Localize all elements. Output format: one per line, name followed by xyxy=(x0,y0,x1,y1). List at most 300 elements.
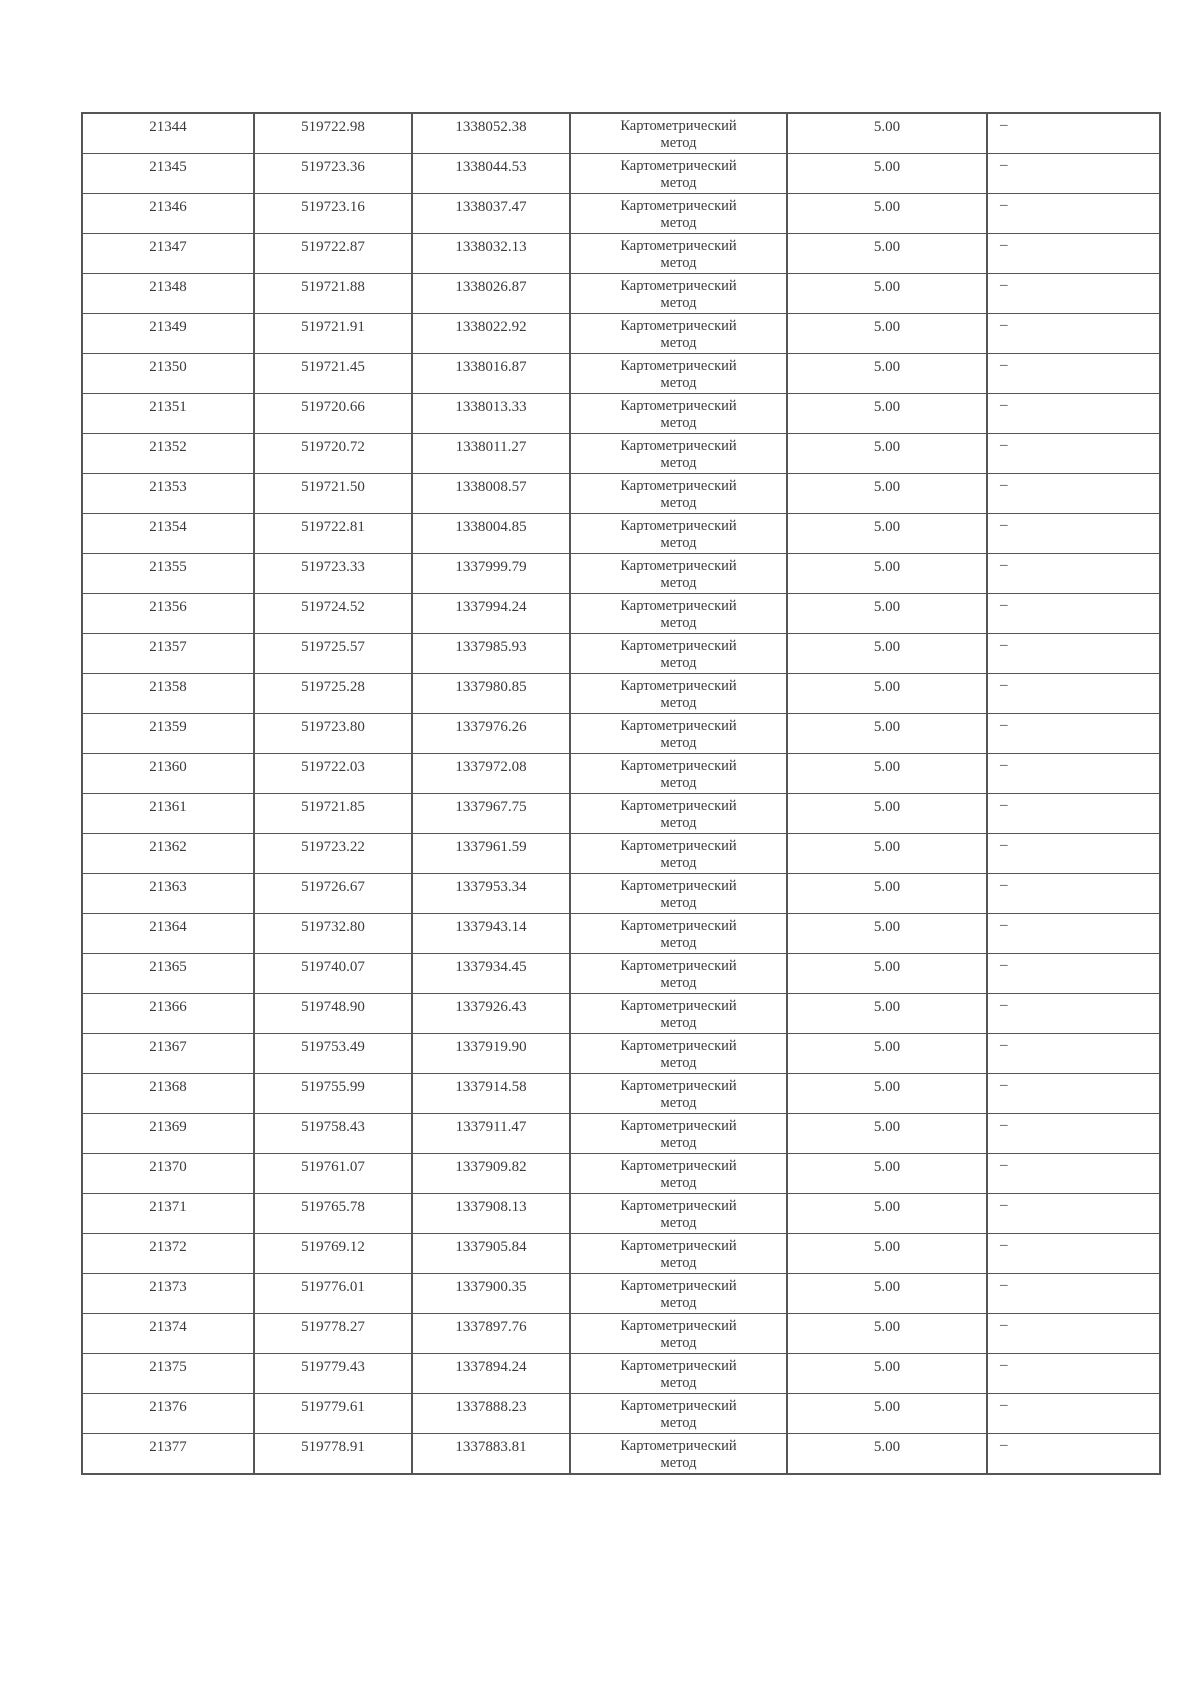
method-line-1: Картометрический xyxy=(620,1078,737,1094)
point-number-cell: 21354 xyxy=(82,514,254,554)
y-coordinate-cell: 1337900.35 xyxy=(412,1274,570,1314)
accuracy-cell: 5.00 xyxy=(787,1234,987,1274)
method-line-2: метод xyxy=(660,135,697,151)
x-coordinate-cell: 519755.99 xyxy=(254,1074,412,1114)
point-number-cell: 21362 xyxy=(82,834,254,874)
y-coordinate-cell: 1337976.26 xyxy=(412,714,570,754)
x-coordinate-cell: 519725.57 xyxy=(254,634,412,674)
method-line-2: метод xyxy=(660,815,697,831)
method-cell xyxy=(570,194,787,234)
method-line-1: Картометрический xyxy=(620,1318,737,1334)
y-coordinate-cell: 1337883.81 xyxy=(412,1434,570,1475)
table-row xyxy=(82,1434,1160,1475)
point-number-cell: 21374 xyxy=(82,1314,254,1354)
note-cell: – xyxy=(987,1234,1160,1274)
method-cell xyxy=(570,314,787,354)
method-line-1: Картометрический xyxy=(620,118,737,134)
method-line-1: Картометрический xyxy=(620,518,737,534)
table-row xyxy=(82,554,1160,594)
method-line-1: Картометрический xyxy=(620,598,737,614)
point-number-cell: 21375 xyxy=(82,1354,254,1394)
coordinates-table-body xyxy=(82,113,1160,1474)
accuracy-cell: 5.00 xyxy=(787,474,987,514)
method-line-2: метод xyxy=(660,1255,697,1271)
method-line-2: метод xyxy=(660,855,697,871)
x-coordinate-cell: 519721.85 xyxy=(254,794,412,834)
method-line-1: Картометрический xyxy=(620,1118,737,1134)
y-coordinate-cell: 1337972.08 xyxy=(412,754,570,794)
method-cell xyxy=(570,674,787,714)
method-cell xyxy=(570,394,787,434)
table-row xyxy=(82,994,1160,1034)
note-cell: – xyxy=(987,274,1160,314)
y-coordinate-cell: 1338016.87 xyxy=(412,354,570,394)
method-line-2: метод xyxy=(660,335,697,351)
table-row xyxy=(82,514,1160,554)
note-cell: – xyxy=(987,154,1160,194)
note-cell: – xyxy=(987,394,1160,434)
method-line-2: метод xyxy=(660,575,697,591)
point-number-cell: 21369 xyxy=(82,1114,254,1154)
point-number-cell: 21368 xyxy=(82,1074,254,1114)
y-coordinate-cell: 1338022.92 xyxy=(412,314,570,354)
note-cell: – xyxy=(987,674,1160,714)
point-number-cell: 21360 xyxy=(82,754,254,794)
method-line-2: метод xyxy=(660,175,697,191)
y-coordinate-cell: 1338052.38 xyxy=(412,113,570,154)
method-line-2: метод xyxy=(660,1055,697,1071)
y-coordinate-cell: 1337908.13 xyxy=(412,1194,570,1234)
note-cell: – xyxy=(987,314,1160,354)
x-coordinate-cell: 519761.07 xyxy=(254,1154,412,1194)
table-row xyxy=(82,1194,1160,1234)
note-cell: – xyxy=(987,634,1160,674)
y-coordinate-cell: 1337953.34 xyxy=(412,874,570,914)
y-coordinate-cell: 1338011.27 xyxy=(412,434,570,474)
method-line-1: Картометрический xyxy=(620,238,737,254)
method-line-1: Картометрический xyxy=(620,278,737,294)
point-number-cell: 21349 xyxy=(82,314,254,354)
accuracy-cell: 5.00 xyxy=(787,274,987,314)
table-row xyxy=(82,274,1160,314)
x-coordinate-cell: 519723.36 xyxy=(254,154,412,194)
accuracy-cell: 5.00 xyxy=(787,354,987,394)
method-cell xyxy=(570,874,787,914)
x-coordinate-cell: 519779.61 xyxy=(254,1394,412,1434)
method-line-1: Картометрический xyxy=(620,158,737,174)
method-line-1: Картометрический xyxy=(620,998,737,1014)
accuracy-cell: 5.00 xyxy=(787,1354,987,1394)
accuracy-cell: 5.00 xyxy=(787,394,987,434)
accuracy-cell: 5.00 xyxy=(787,1314,987,1354)
y-coordinate-cell: 1337980.85 xyxy=(412,674,570,714)
accuracy-cell: 5.00 xyxy=(787,794,987,834)
accuracy-cell: 5.00 xyxy=(787,1274,987,1314)
method-cell xyxy=(570,154,787,194)
x-coordinate-cell: 519753.49 xyxy=(254,1034,412,1074)
method-line-2: метод xyxy=(660,655,697,671)
x-coordinate-cell: 519723.80 xyxy=(254,714,412,754)
point-number-cell: 21346 xyxy=(82,194,254,234)
y-coordinate-cell: 1337967.75 xyxy=(412,794,570,834)
method-line-2: метод xyxy=(660,775,697,791)
x-coordinate-cell: 519722.87 xyxy=(254,234,412,274)
table-row xyxy=(82,154,1160,194)
accuracy-cell: 5.00 xyxy=(787,994,987,1034)
table-row xyxy=(82,874,1160,914)
table-row xyxy=(82,714,1160,754)
method-cell xyxy=(570,434,787,474)
method-line-1: Картометрический xyxy=(620,398,737,414)
accuracy-cell: 5.00 xyxy=(787,554,987,594)
x-coordinate-cell: 519722.03 xyxy=(254,754,412,794)
table-row xyxy=(82,1074,1160,1114)
table-row xyxy=(82,1274,1160,1314)
point-number-cell: 21371 xyxy=(82,1194,254,1234)
method-line-2: метод xyxy=(660,1455,697,1471)
method-line-1: Картометрический xyxy=(620,958,737,974)
method-cell xyxy=(570,1034,787,1074)
point-number-cell: 21348 xyxy=(82,274,254,314)
method-line-2: метод xyxy=(660,215,697,231)
accuracy-cell: 5.00 xyxy=(787,1074,987,1114)
point-number-cell: 21359 xyxy=(82,714,254,754)
method-line-1: Картометрический xyxy=(620,678,737,694)
accuracy-cell: 5.00 xyxy=(787,634,987,674)
table-row xyxy=(82,474,1160,514)
method-line-1: Картометрический xyxy=(620,478,737,494)
table-row xyxy=(82,634,1160,674)
table-row xyxy=(82,1314,1160,1354)
method-line-1: Картометрический xyxy=(620,718,737,734)
y-coordinate-cell: 1338026.87 xyxy=(412,274,570,314)
method-line-2: метод xyxy=(660,615,697,631)
accuracy-cell: 5.00 xyxy=(787,154,987,194)
method-cell xyxy=(570,514,787,554)
method-line-1: Картометрический xyxy=(620,1358,737,1374)
method-cell xyxy=(570,554,787,594)
table-row xyxy=(82,194,1160,234)
method-line-2: метод xyxy=(660,1095,697,1111)
accuracy-cell: 5.00 xyxy=(787,1114,987,1154)
note-cell: – xyxy=(987,954,1160,994)
accuracy-cell: 5.00 xyxy=(787,1434,987,1475)
method-line-1: Картометрический xyxy=(620,1238,737,1254)
method-line-2: метод xyxy=(660,1135,697,1151)
method-line-1: Картометрический xyxy=(620,1198,737,1214)
note-cell: – xyxy=(987,594,1160,634)
accuracy-cell: 5.00 xyxy=(787,1154,987,1194)
accuracy-cell: 5.00 xyxy=(787,1394,987,1434)
y-coordinate-cell: 1337926.43 xyxy=(412,994,570,1034)
table-row xyxy=(82,794,1160,834)
point-number-cell: 21366 xyxy=(82,994,254,1034)
method-cell xyxy=(570,234,787,274)
table-row xyxy=(82,314,1160,354)
y-coordinate-cell: 1338032.13 xyxy=(412,234,570,274)
point-number-cell: 21350 xyxy=(82,354,254,394)
y-coordinate-cell: 1337897.76 xyxy=(412,1314,570,1354)
method-cell xyxy=(570,834,787,874)
accuracy-cell: 5.00 xyxy=(787,914,987,954)
note-cell: – xyxy=(987,1434,1160,1475)
y-coordinate-cell: 1337994.24 xyxy=(412,594,570,634)
note-cell: – xyxy=(987,914,1160,954)
point-number-cell: 21376 xyxy=(82,1394,254,1434)
accuracy-cell: 5.00 xyxy=(787,874,987,914)
table-row xyxy=(82,394,1160,434)
note-cell: – xyxy=(987,434,1160,474)
method-line-1: Картометрический xyxy=(620,638,737,654)
note-cell: – xyxy=(987,874,1160,914)
method-line-2: метод xyxy=(660,1415,697,1431)
method-cell xyxy=(570,994,787,1034)
point-number-cell: 21357 xyxy=(82,634,254,674)
accuracy-cell: 5.00 xyxy=(787,1194,987,1234)
method-line-1: Картометрический xyxy=(620,358,737,374)
method-cell xyxy=(570,1074,787,1114)
table-row xyxy=(82,1234,1160,1274)
method-cell xyxy=(570,1154,787,1194)
note-cell: – xyxy=(987,1354,1160,1394)
note-cell: – xyxy=(987,514,1160,554)
point-number-cell: 21356 xyxy=(82,594,254,634)
accuracy-cell: 5.00 xyxy=(787,1034,987,1074)
x-coordinate-cell: 519776.01 xyxy=(254,1274,412,1314)
note-cell: – xyxy=(987,754,1160,794)
point-number-cell: 21367 xyxy=(82,1034,254,1074)
method-cell xyxy=(570,1314,787,1354)
table-row xyxy=(82,1394,1160,1434)
x-coordinate-cell: 519722.81 xyxy=(254,514,412,554)
x-coordinate-cell: 519723.22 xyxy=(254,834,412,874)
x-coordinate-cell: 519726.67 xyxy=(254,874,412,914)
method-cell xyxy=(570,1234,787,1274)
method-cell xyxy=(570,1194,787,1234)
accuracy-cell: 5.00 xyxy=(787,954,987,994)
x-coordinate-cell: 519720.66 xyxy=(254,394,412,434)
note-cell: – xyxy=(987,1274,1160,1314)
table-row xyxy=(82,834,1160,874)
point-number-cell: 21372 xyxy=(82,1234,254,1274)
note-cell: – xyxy=(987,1114,1160,1154)
point-number-cell: 21345 xyxy=(82,154,254,194)
x-coordinate-cell: 519721.45 xyxy=(254,354,412,394)
method-cell xyxy=(570,1394,787,1434)
point-number-cell: 21355 xyxy=(82,554,254,594)
x-coordinate-cell: 519778.27 xyxy=(254,1314,412,1354)
point-number-cell: 21344 xyxy=(82,113,254,154)
note-cell: – xyxy=(987,714,1160,754)
method-line-1: Картометрический xyxy=(620,438,737,454)
note-cell: – xyxy=(987,1194,1160,1234)
method-line-2: метод xyxy=(660,535,697,551)
table-row xyxy=(82,594,1160,634)
note-cell: – xyxy=(987,554,1160,594)
method-cell xyxy=(570,274,787,314)
accuracy-cell: 5.00 xyxy=(787,113,987,154)
y-coordinate-cell: 1337911.47 xyxy=(412,1114,570,1154)
table-row xyxy=(82,1034,1160,1074)
x-coordinate-cell: 519721.91 xyxy=(254,314,412,354)
accuracy-cell: 5.00 xyxy=(787,314,987,354)
note-cell: – xyxy=(987,1074,1160,1114)
y-coordinate-cell: 1337888.23 xyxy=(412,1394,570,1434)
point-number-cell: 21370 xyxy=(82,1154,254,1194)
method-cell xyxy=(570,794,787,834)
x-coordinate-cell: 519732.80 xyxy=(254,914,412,954)
method-cell xyxy=(570,714,787,754)
x-coordinate-cell: 519725.28 xyxy=(254,674,412,714)
note-cell: – xyxy=(987,834,1160,874)
y-coordinate-cell: 1338013.33 xyxy=(412,394,570,434)
point-number-cell: 21361 xyxy=(82,794,254,834)
x-coordinate-cell: 519723.16 xyxy=(254,194,412,234)
method-line-2: метод xyxy=(660,415,697,431)
method-cell xyxy=(570,594,787,634)
table-row xyxy=(82,354,1160,394)
method-cell xyxy=(570,113,787,154)
x-coordinate-cell: 519748.90 xyxy=(254,994,412,1034)
note-cell: – xyxy=(987,994,1160,1034)
y-coordinate-cell: 1337934.45 xyxy=(412,954,570,994)
point-number-cell: 21351 xyxy=(82,394,254,434)
method-line-1: Картометрический xyxy=(620,878,737,894)
accuracy-cell: 5.00 xyxy=(787,234,987,274)
method-line-2: метод xyxy=(660,495,697,511)
point-number-cell: 21353 xyxy=(82,474,254,514)
x-coordinate-cell: 519721.88 xyxy=(254,274,412,314)
method-line-1: Картометрический xyxy=(620,318,737,334)
method-line-2: метод xyxy=(660,1335,697,1351)
method-line-1: Картометрический xyxy=(620,198,737,214)
method-line-2: метод xyxy=(660,895,697,911)
method-cell xyxy=(570,1274,787,1314)
method-line-1: Картометрический xyxy=(620,798,737,814)
x-coordinate-cell: 519758.43 xyxy=(254,1114,412,1154)
y-coordinate-cell: 1337919.90 xyxy=(412,1034,570,1074)
note-cell: – xyxy=(987,794,1160,834)
method-line-2: метод xyxy=(660,1175,697,1191)
method-line-1: Картометрический xyxy=(620,558,737,574)
method-cell xyxy=(570,354,787,394)
method-cell xyxy=(570,1354,787,1394)
y-coordinate-cell: 1337894.24 xyxy=(412,1354,570,1394)
x-coordinate-cell: 519722.98 xyxy=(254,113,412,154)
method-line-2: метод xyxy=(660,1295,697,1311)
table-row xyxy=(82,954,1160,994)
table-row xyxy=(82,113,1160,154)
method-cell xyxy=(570,1434,787,1475)
table-row xyxy=(82,754,1160,794)
accuracy-cell: 5.00 xyxy=(787,834,987,874)
point-number-cell: 21365 xyxy=(82,954,254,994)
table-row xyxy=(82,434,1160,474)
point-number-cell: 21358 xyxy=(82,674,254,714)
method-line-1: Картометрический xyxy=(620,1438,737,1454)
x-coordinate-cell: 519720.72 xyxy=(254,434,412,474)
accuracy-cell: 5.00 xyxy=(787,194,987,234)
note-cell: – xyxy=(987,194,1160,234)
method-line-2: метод xyxy=(660,1215,697,1231)
method-line-2: метод xyxy=(660,1015,697,1031)
x-coordinate-cell: 519779.43 xyxy=(254,1354,412,1394)
accuracy-cell: 5.00 xyxy=(787,434,987,474)
method-line-1: Картометрический xyxy=(620,838,737,854)
y-coordinate-cell: 1338004.85 xyxy=(412,514,570,554)
x-coordinate-cell: 519765.78 xyxy=(254,1194,412,1234)
y-coordinate-cell: 1337905.84 xyxy=(412,1234,570,1274)
y-coordinate-cell: 1337961.59 xyxy=(412,834,570,874)
method-line-1: Картометрический xyxy=(620,1398,737,1414)
method-cell xyxy=(570,914,787,954)
method-line-2: метод xyxy=(660,255,697,271)
method-line-2: метод xyxy=(660,375,697,391)
method-line-2: метод xyxy=(660,455,697,471)
note-cell: – xyxy=(987,1394,1160,1434)
note-cell: – xyxy=(987,1154,1160,1194)
point-number-cell: 21352 xyxy=(82,434,254,474)
x-coordinate-cell: 519724.52 xyxy=(254,594,412,634)
method-line-2: метод xyxy=(660,295,697,311)
method-line-2: метод xyxy=(660,1375,697,1391)
y-coordinate-cell: 1337985.93 xyxy=(412,634,570,674)
table-row xyxy=(82,914,1160,954)
method-line-1: Картометрический xyxy=(620,1038,737,1054)
method-line-1: Картометрический xyxy=(620,1278,737,1294)
table-row xyxy=(82,1114,1160,1154)
x-coordinate-cell: 519723.33 xyxy=(254,554,412,594)
point-number-cell: 21363 xyxy=(82,874,254,914)
x-coordinate-cell: 519778.91 xyxy=(254,1434,412,1475)
method-line-2: метод xyxy=(660,695,697,711)
note-cell: – xyxy=(987,1314,1160,1354)
accuracy-cell: 5.00 xyxy=(787,514,987,554)
note-cell: – xyxy=(987,474,1160,514)
x-coordinate-cell: 519721.50 xyxy=(254,474,412,514)
accuracy-cell: 5.00 xyxy=(787,714,987,754)
x-coordinate-cell: 519769.12 xyxy=(254,1234,412,1274)
note-cell: – xyxy=(987,113,1160,154)
y-coordinate-cell: 1337999.79 xyxy=(412,554,570,594)
accuracy-cell: 5.00 xyxy=(787,594,987,634)
method-cell xyxy=(570,754,787,794)
y-coordinate-cell: 1337943.14 xyxy=(412,914,570,954)
method-line-2: метод xyxy=(660,975,697,991)
y-coordinate-cell: 1337914.58 xyxy=(412,1074,570,1114)
table-row xyxy=(82,1354,1160,1394)
method-cell xyxy=(570,474,787,514)
method-cell xyxy=(570,954,787,994)
table-row xyxy=(82,674,1160,714)
accuracy-cell: 5.00 xyxy=(787,754,987,794)
point-number-cell: 21373 xyxy=(82,1274,254,1314)
method-line-1: Картометрический xyxy=(620,758,737,774)
y-coordinate-cell: 1338044.53 xyxy=(412,154,570,194)
y-coordinate-cell: 1338037.47 xyxy=(412,194,570,234)
point-number-cell: 21347 xyxy=(82,234,254,274)
note-cell: – xyxy=(987,1034,1160,1074)
accuracy-cell: 5.00 xyxy=(787,674,987,714)
y-coordinate-cell: 1338008.57 xyxy=(412,474,570,514)
y-coordinate-cell: 1337909.82 xyxy=(412,1154,570,1194)
point-number-cell: 21377 xyxy=(82,1434,254,1475)
method-line-1: Картометрический xyxy=(620,918,737,934)
method-line-2: метод xyxy=(660,935,697,951)
x-coordinate-cell: 519740.07 xyxy=(254,954,412,994)
method-line-2: метод xyxy=(660,735,697,751)
table-row xyxy=(82,1154,1160,1194)
